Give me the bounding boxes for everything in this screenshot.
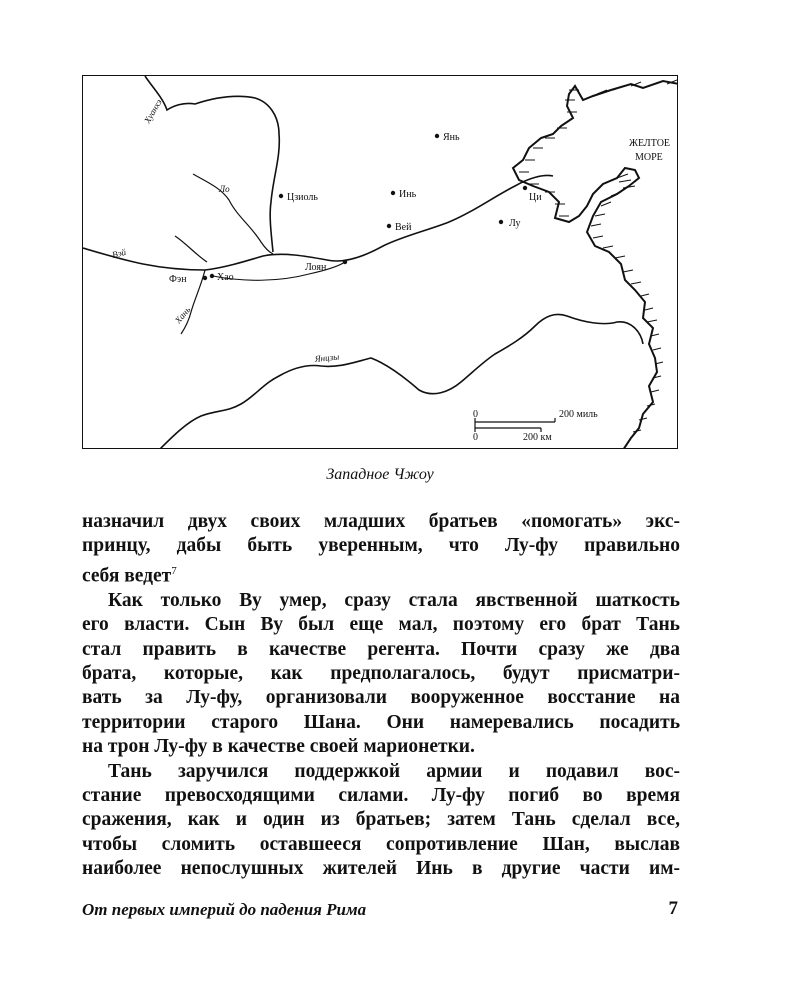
map-caption: Западное Чжоу [326, 466, 434, 483]
text-line: вать за Лу-фу, организовали вооруженное восстание на [82, 687, 680, 709]
svg-text:МОРЕ: МОРЕ [635, 152, 663, 163]
text-line: Как только Ву умер, сразу стала явственной шаткость [108, 589, 680, 611]
city-luoyang [305, 260, 347, 273]
svg-text:Фэн: Фэн [169, 274, 187, 285]
svg-text:Инь: Инь [399, 189, 417, 200]
river-label-han: Хань [172, 304, 193, 326]
text-line: назначил двух своих младших братьев «помогать» экс- [82, 511, 680, 532]
text-line: чтобы сломить оставшееся сопротивление Шан, выслав [82, 833, 680, 855]
map-svg [83, 76, 678, 449]
page-number: 7 [668, 898, 678, 919]
text-line: на трон Лу-фу в качестве своей марионетки. [82, 736, 475, 758]
text-line: принцу, дабы быть уверенным, что Лу-фу правильно [82, 535, 680, 557]
text-line: территории старого Шана. Они намеревались посадить [82, 711, 680, 733]
svg-text:Хао: Хао [217, 272, 234, 283]
text-line: сражения, как и один из братьев; затем Тань сделал все, [82, 809, 680, 831]
text-line: Тань заручился поддержкой армии и подавил вос- [108, 760, 680, 782]
svg-text:Ци: Ци [529, 192, 542, 203]
text-line: брата, которые, как предполагалось, будут присматри- [82, 662, 680, 684]
scale-bar [473, 409, 598, 443]
svg-text:Лоян: Лоян [305, 262, 327, 273]
river-label-huanghe: Хуанхэ [142, 97, 164, 125]
body-text [82, 510, 680, 882]
wei-river [175, 236, 207, 262]
text-line-with-footnote [82, 559, 680, 589]
svg-text:0: 0 [473, 409, 478, 420]
svg-text:Цзиоль: Цзиоль [287, 192, 318, 203]
river-label-wei: Вэй [111, 246, 128, 260]
river-label-luo: Ло [219, 184, 230, 194]
huanghe-upper [145, 76, 279, 252]
city-yin [391, 189, 417, 200]
city-yan [435, 132, 460, 143]
svg-text:200 км: 200 км [523, 432, 552, 443]
text-line: его власти. Сын Ву был еще мал, поэтому его брат Тань [82, 614, 680, 636]
footnote-reference[interactable]: 7 [171, 564, 177, 577]
svg-text:Вей: Вей [395, 222, 412, 233]
svg-text:0: 0 [473, 432, 478, 443]
city-wei [387, 222, 412, 233]
text-line: стал править в качестве регента. Почти сразу же два [82, 638, 680, 660]
city-lu [499, 218, 521, 229]
sea-label [625, 134, 678, 166]
text-line: стание превосходящими силами. Лу-фу погиб во время [82, 784, 680, 806]
svg-text:Лу: Лу [509, 218, 521, 229]
svg-text:200 миль: 200 миль [559, 409, 598, 420]
huanghe-main [83, 175, 553, 270]
running-footer-title: От первых империй до падения Рима [82, 900, 367, 919]
svg-text:Янь: Янь [443, 132, 460, 143]
page-footer [82, 900, 680, 924]
svg-text:ЖЕЛТОЕ: ЖЕЛТОЕ [629, 138, 671, 149]
city-hao [210, 272, 234, 283]
text-line: наиболее непослушных жителей Инь в другие части им- [82, 858, 680, 880]
yangtze-river [159, 314, 643, 449]
luo-river [193, 174, 273, 254]
map-figure [82, 75, 678, 449]
city-zhouyuan [279, 192, 319, 203]
text-fragment: себя ведет [82, 565, 172, 587]
river-label-yangtze: Янцзы [314, 351, 340, 364]
